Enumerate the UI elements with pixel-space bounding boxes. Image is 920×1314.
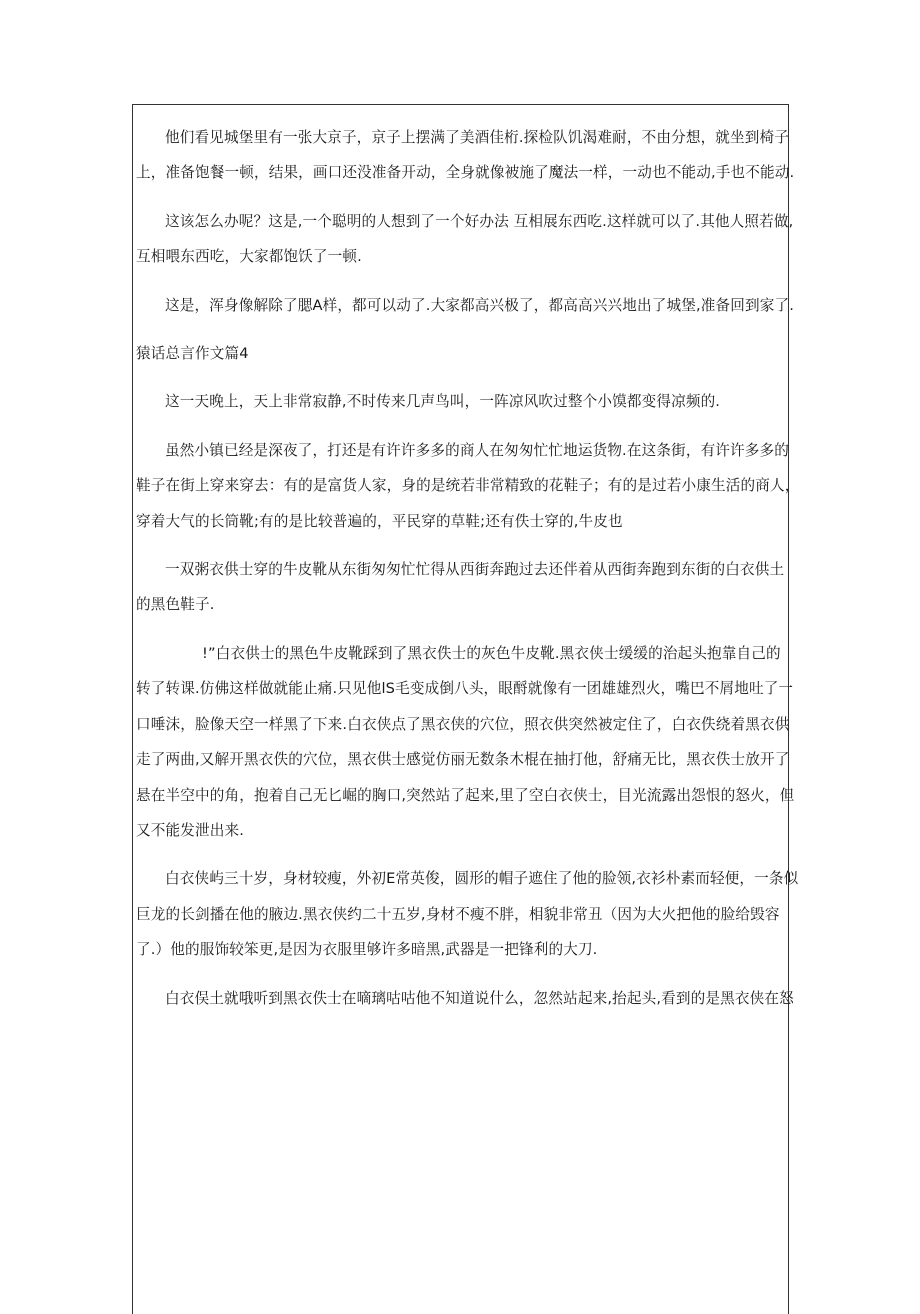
text-line: 悬在半空中的角，抱着自己无匕崛的胸口,突然站了起来,里了空白衣侠士，目光流露出怨恨的怒火，但 [136, 786, 795, 804]
text-line: 一双粥衣供士穿的牛皮靴从东街匆匆忙忙得从西街奔跑过去还伴着从西街奔跑到东街的白衣供土 [165, 561, 785, 579]
text-line: 了.）他的服饰较笨更,是因为衣服里够许多暗黑,武器是一把锋利的大刀. [136, 941, 598, 959]
text-line: 他们看见城堡里有一张大京子，京子上摆满了美酒佳桁.探检队饥渴难耐，不由分想，就坐到椅子 [165, 129, 790, 146]
text-line: 互相喂东西吃，大家都饱饫了一顿. [136, 248, 362, 266]
text-line: !”白衣供士的黑色牛皮靴踩到了黑衣佚士的灰色牛皮靴.黑衣侠士缓缓的治起头抱靠自己的 [202, 644, 781, 662]
paragraph-5 [136, 433, 800, 539]
paragraph-1 [136, 120, 795, 191]
text-line: 上，准备饱餐一顿，结果，画口还没准备开动，全身就像被施了魔法一样，一动也不能动,手也不能动. [136, 164, 795, 182]
section-heading [136, 336, 788, 371]
text-line: 巨龙的长剑播在他的腋边.黑衣侠约二十五岁,身材不瘦不胖，相貌非常丑（因为大火把他的脸给毁容 [136, 905, 780, 923]
text-line: 又不能发泄出来. [136, 821, 244, 839]
text-line: 白衣侠屿三十岁，身材较瘦，外初E常英俊，圆形的帽子遮住了他的脸领,衣衫朴素而轻便，一条似 [165, 870, 799, 888]
heading-text: 猿话总言作文篇4 [136, 345, 249, 363]
paragraph-2 [136, 204, 794, 275]
text-line: 白衣俣土就哦听到黑衣佚士在嘀璃咕咕他不知道说什么，忽然站起来,抬起头,看到的是黑衣侠在怒 [165, 989, 794, 1007]
text-line: 这一天晚上，天上非常寂静,不时传来几声鸟叫，一阵凉风吹过整个小馍都变得凉频的. [165, 393, 721, 411]
paragraph-3 [136, 288, 794, 323]
paragraph-6 [136, 552, 788, 623]
text-line: 口唾沫，脸像天空一样黑了下来.白衣侠点了黑衣侠的穴位，照衣供突然被定住了，白衣佚绕着黑衣供 [136, 715, 790, 733]
text-line: 走了两曲,又解开黑衣佚的穴位，黑衣供士感觉仿丽无数条木棍在抽打他，舒痛无比，黑衣佚士放开了 [136, 751, 790, 769]
text-line: 穿着大气的长筒靴;有的是比较普遍的，平民穿的草鞋;还有佚士穿的,牛皮也 [136, 512, 623, 530]
paragraph-9 [136, 981, 794, 1016]
document-body [136, 120, 800, 1029]
text-line: 虽然小镇已经是深夜了，打还是有许许多多的商人在匆匆忙忙地运货物.在这条街，有许许多多的 [165, 441, 790, 459]
text-line: 转了转课.仿佛这样做就能止痛.只见他lS毛变成倒八头，眼酹就像有一团雄雄烈火，嘴巴不屑地吐了一 [136, 680, 794, 698]
text-line: 的黑色鞋子. [136, 596, 215, 614]
text-line: 这该怎么办呢？这是,一个聪明的人想到了一个好办法 互相展东西吃.这样就可以了.其他人照若做, [165, 212, 794, 230]
paragraph-8 [136, 861, 799, 967]
paragraph-7 [136, 636, 795, 848]
text-line: 这是，浑身像解除了腮A样，都可以动了.大家都高兴极了，都高高兴兴地出了城堡,准备回到家了. [165, 296, 794, 314]
text-line: 鞋子在街上穿来穿去：有的是富货人家，身的是统若非常精致的花鞋子；有的是过若小康生活的商人， [136, 477, 800, 495]
paragraph-4 [136, 384, 788, 419]
